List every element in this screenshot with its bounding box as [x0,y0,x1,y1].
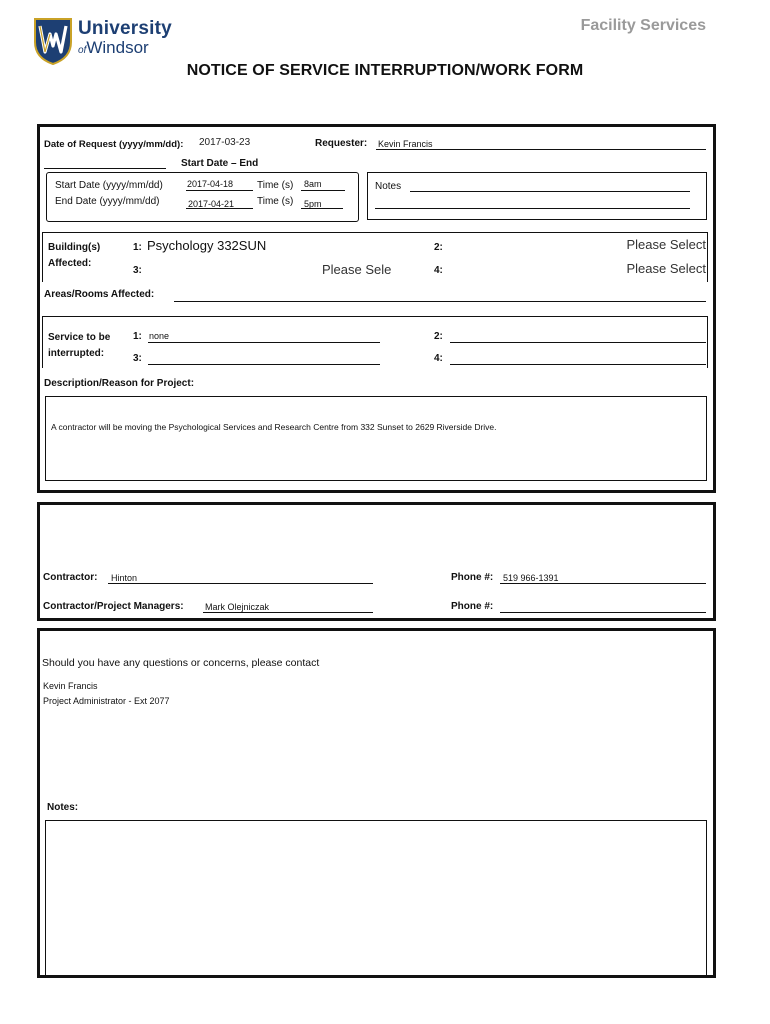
project-managers-field[interactable] [203,602,373,613]
phone-1-field[interactable] [500,573,706,584]
end-time-field[interactable] [301,198,343,209]
start-end-heading: Start Date – End [181,158,259,169]
service-label-line2: interrupted: [48,348,105,359]
contractor-field[interactable] [108,573,373,584]
description-label: Description/Reason for Project: [44,378,195,389]
phone-2-field[interactable] [500,602,706,613]
contractor-label: Contractor: [43,572,98,583]
start-time-label: Time (s) [257,180,294,191]
shield-icon [32,16,74,66]
service-3-number: 3: [133,353,142,364]
project-managers-label: Contractor/Project Managers: [43,601,184,612]
requester-value: Kevin Francis [378,139,433,149]
building-2-number: 2: [434,242,443,253]
service-1-number: 1: [133,331,142,342]
buildings-label-line1: Building(s) [48,242,101,253]
contact-name: Kevin Francis [43,681,98,691]
service-2-field[interactable] [450,332,706,343]
date-of-request-value[interactable]: 2017-03-23 [199,137,251,148]
building-3-number: 3: [133,265,142,276]
request-notes-line-1[interactable] [410,181,690,192]
building-4-select[interactable]: Please Select [626,261,706,276]
end-time-label: Time (s) [257,196,294,207]
project-managers-value: Mark Olejniczak [205,602,270,612]
start-time-value: 8am [304,179,322,189]
phone-1-value: 519 966-1391 [503,573,559,583]
service-1-value: none [149,331,170,341]
logo-line-windsor: Windsor [86,38,149,57]
phone-2-label: Phone #: [451,601,494,612]
start-date-field[interactable] [186,180,253,191]
building-4-number: 4: [434,265,443,276]
service-3-field[interactable] [148,354,380,365]
areas-rooms-label: Areas/Rooms Affected: [44,289,155,300]
service-label-line1: Service to be [48,332,111,343]
requester-field[interactable] [376,139,706,150]
requester-label: Requester: [315,138,368,149]
contact-notes-label: Notes: [47,802,79,813]
service-1-field[interactable] [148,332,380,343]
service-2-number: 2: [434,331,443,342]
start-time-field[interactable] [301,180,345,191]
building-1-select[interactable]: Psychology 332SUN [147,238,267,253]
end-date-label: End Date (yyyy/mm/dd) [55,196,160,207]
start-date-label: Start Date (yyyy/mm/dd) [55,180,163,191]
logo-of: of [78,45,87,56]
request-notes-box [367,172,707,220]
contractor-value: Hinton [111,573,138,583]
phone-1-label: Phone #: [451,572,494,583]
building-2-select[interactable]: Please Select [626,237,706,252]
date-of-request-label: Date of Request (yyyy/mm/dd): [44,139,184,150]
end-date-value: 2017-04-21 [188,199,235,209]
contact-role: Project Administrator - Ext 2077 [43,696,170,706]
service-4-number: 4: [434,353,443,364]
end-date-field[interactable] [186,198,253,209]
building-3-select[interactable]: Please Sele [322,262,392,277]
start-date-value: 2017-04-18 [187,179,234,189]
buildings-label-line2: Affected: [48,258,92,269]
department-name: Facility Services [580,17,706,34]
building-1-number: 1: [133,242,142,253]
service-4-field[interactable] [450,354,706,365]
description-value: A contractor will be moving the Psychological Services and Research Centre from 332 Sunset to 2629 Riverside Drive. [51,422,497,432]
start-end-underline [44,160,166,169]
logo-line-university: University [78,18,172,39]
contact-notes-box[interactable] [45,820,707,978]
areas-rooms-field[interactable] [174,291,706,302]
end-time-value: 5pm [304,199,322,209]
request-notes-label: Notes [375,181,402,192]
logo-wordmark [78,18,172,58]
request-notes-line-2[interactable] [375,198,690,209]
form-title: NOTICE OF SERVICE INTERRUPTION/WORK FORM [186,62,584,79]
contact-intro: Should you have any questions or concerns, please contact [42,657,320,669]
description-box[interactable] [45,396,707,481]
